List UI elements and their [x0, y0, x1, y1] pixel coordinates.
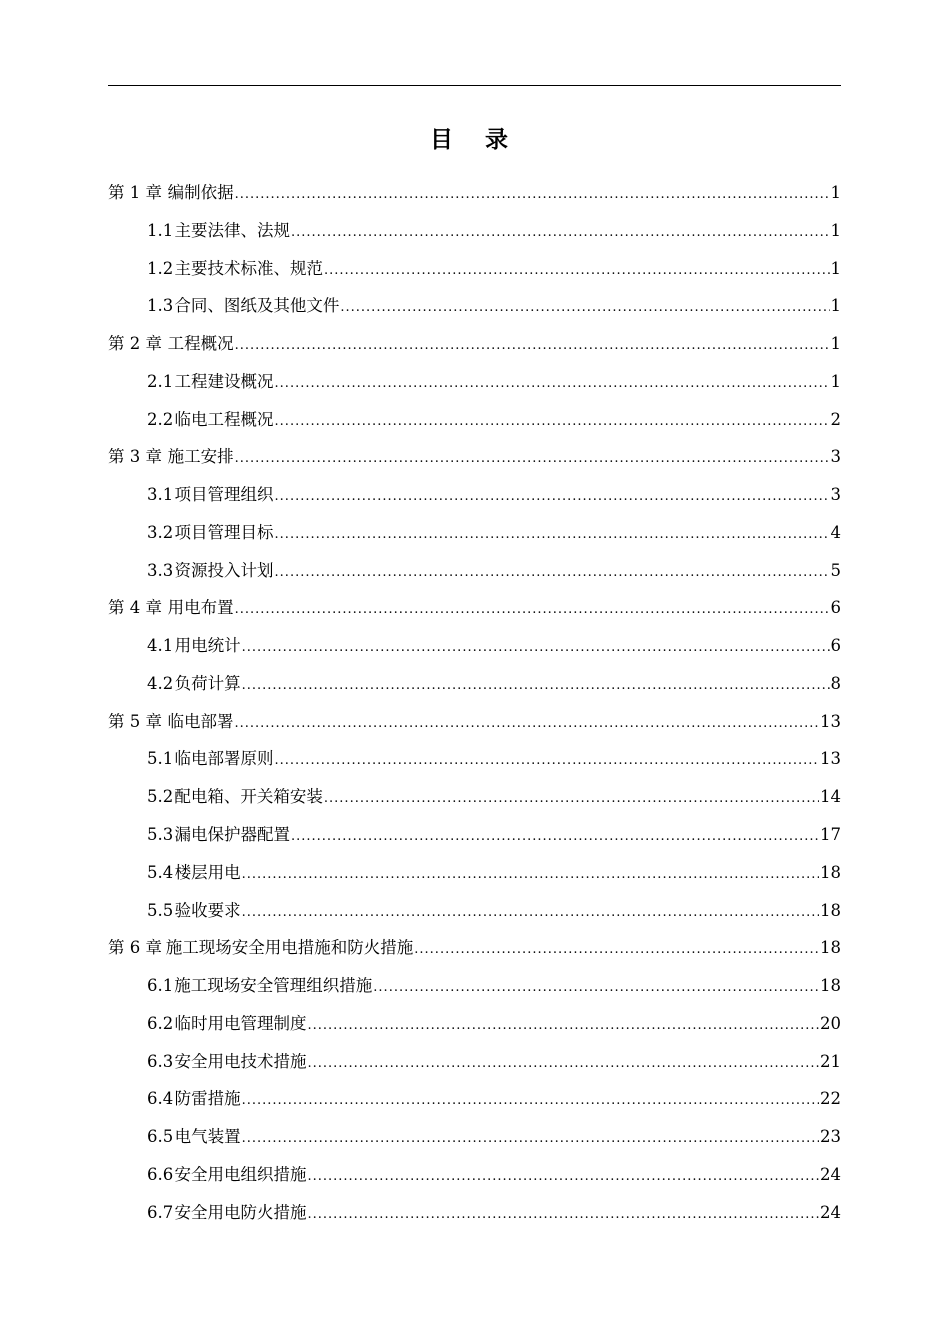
toc-entry-number: 5.1	[147, 749, 174, 769]
toc-entry-number: 3.2	[147, 522, 174, 542]
toc-entry-number: 1.2	[147, 258, 174, 278]
toc-dot-leader	[307, 1007, 819, 1045]
toc-entry-number: 6.7	[147, 1202, 174, 1222]
toc-entry-page-number: 18	[820, 862, 841, 882]
toc-entry-page-number: 23	[820, 1127, 841, 1147]
toc-section-entry[interactable]	[108, 476, 841, 514]
toc-entry-page-number: 13	[820, 711, 841, 731]
toc-entry-page-number: 17	[820, 825, 841, 845]
toc-entry-page-number: 8	[830, 673, 841, 693]
toc-entry-title: 编制依据	[167, 183, 234, 202]
toc-entry-title: 用电布置	[167, 598, 234, 618]
toc-section-entry[interactable]	[108, 816, 841, 854]
toc-dot-leader	[373, 969, 819, 1007]
toc-entry-page-number: 4	[830, 522, 841, 542]
toc-dot-leader	[275, 403, 830, 441]
toc-dot-leader	[340, 289, 829, 327]
toc-entry-page-number: 6	[830, 598, 841, 618]
toc-entry-number: 5.3	[147, 825, 174, 845]
toc-section-entry[interactable]	[108, 778, 841, 816]
toc-entry-page-number: 3	[830, 485, 841, 505]
header-rule	[108, 85, 841, 86]
toc-entry-number: 6.2	[147, 1013, 174, 1033]
toc-dot-leader	[307, 1158, 819, 1196]
toc-entry-title: 施工现场安全用电措施和防火措施	[165, 938, 414, 958]
toc-dot-leader	[307, 1196, 819, 1234]
toc-section-entry[interactable]	[108, 1043, 841, 1081]
toc-section-entry[interactable]	[108, 287, 841, 325]
toc-chapter-entry[interactable]	[108, 325, 841, 363]
toc-entry-title: 漏电保护器配置	[174, 825, 290, 845]
toc-dot-leader	[242, 1082, 819, 1120]
toc-entry-title: 安全用电防火措施	[174, 1202, 307, 1222]
toc-entry-page-number: 14	[820, 787, 841, 807]
toc-entry-number: 3.3	[147, 560, 174, 580]
toc-dot-leader	[242, 856, 819, 894]
toc-entry-page-number: 5	[830, 560, 841, 580]
toc-entry-number: 3.1	[147, 485, 174, 505]
toc-entry-number: 第 2 章	[108, 334, 162, 354]
toc-entry-page-number: 18	[820, 976, 841, 996]
toc-entry-page-number: 18	[820, 938, 841, 958]
toc-entry-title: 安全用电技术措施	[174, 1051, 307, 1071]
toc-entry-page-number: 20	[820, 1013, 841, 1033]
toc-dot-leader	[235, 327, 830, 365]
toc-entry-title: 合同、图纸及其他文件	[174, 296, 340, 316]
toc-section-entry[interactable]	[108, 514, 841, 552]
toc-entry-number: 5.5	[147, 900, 174, 920]
toc-entry-title: 安全用电组织措施	[174, 1164, 307, 1184]
toc-entry-number: 第 5 章	[108, 711, 162, 731]
toc-chapter-entry[interactable]	[108, 929, 841, 967]
toc-title: 目 录	[429, 127, 520, 153]
toc-entry-page-number: 13	[820, 749, 841, 769]
toc-chapter-entry[interactable]	[108, 589, 841, 627]
toc-entry-title: 配电箱、开关箱安装	[174, 787, 323, 807]
toc-entry-page-number: 1	[830, 371, 841, 391]
toc-chapter-entry[interactable]	[108, 438, 841, 476]
toc-dot-leader	[307, 1045, 819, 1083]
toc-entry-number: 6.3	[147, 1051, 174, 1071]
toc-entry-title: 临电部署	[167, 711, 234, 731]
toc-entry-title: 资源投入计划	[174, 560, 274, 580]
toc-entry-number: 2.2	[147, 409, 174, 429]
toc-entry-page-number: 24	[820, 1202, 841, 1222]
toc-dot-leader	[275, 478, 830, 516]
toc-dot-leader	[414, 931, 819, 969]
toc-dot-leader	[235, 591, 830, 629]
toc-section-entry[interactable]	[108, 1156, 841, 1194]
toc-dot-leader	[275, 365, 830, 403]
toc-dot-leader	[235, 440, 830, 478]
toc-entry-page-number: 21	[820, 1051, 841, 1071]
toc-entry-number: 6.6	[147, 1164, 174, 1184]
toc-section-entry[interactable]	[108, 1194, 841, 1232]
toc-entry-title: 防雷措施	[174, 1089, 241, 1109]
toc-section-entry[interactable]	[108, 250, 841, 288]
toc-entry-page-number: 24	[820, 1164, 841, 1184]
toc-dot-leader	[234, 705, 819, 743]
toc-chapter-entry[interactable]	[108, 174, 841, 212]
toc-entry-number: 4.2	[147, 673, 174, 693]
toc-entry-title: 负荷计算	[174, 673, 241, 693]
toc-section-entry[interactable]	[108, 1005, 841, 1043]
toc-dot-leader	[242, 667, 830, 705]
toc-chapter-entry[interactable]	[108, 703, 841, 741]
toc-dot-leader	[275, 516, 830, 554]
toc-entry-title: 工程建设概况	[174, 371, 274, 391]
toc-dot-leader	[275, 742, 819, 780]
toc-section-entry[interactable]	[108, 1118, 841, 1156]
toc-entry-title: 电气装置	[174, 1127, 241, 1147]
toc-dot-leader	[242, 894, 819, 932]
toc-entry-page-number: 22	[820, 1089, 841, 1109]
toc-entry-number: 6.1	[147, 976, 174, 996]
toc-entry-number: 6.4	[147, 1089, 174, 1109]
toc-entry-title: 主要技术标准、规范	[174, 258, 323, 278]
toc-entry-number: 第 3 章	[108, 447, 162, 467]
toc-entry-number: 6.5	[147, 1127, 174, 1147]
toc-entry-number: 4.1	[147, 636, 174, 656]
toc-dot-leader	[242, 1120, 819, 1158]
toc-entry-number: 第 4 章	[108, 598, 162, 618]
toc-dot-leader	[291, 214, 829, 252]
toc-section-entry[interactable]	[108, 401, 841, 439]
toc-entry-title: 施工安排	[167, 447, 234, 467]
toc-dot-leader	[235, 176, 830, 214]
toc-entry-page-number: 2	[830, 409, 841, 429]
toc-section-entry[interactable]	[108, 552, 841, 590]
toc-entry-number: 5.2	[147, 787, 174, 807]
toc-dot-leader	[324, 252, 830, 290]
toc-entry-page-number: 6	[830, 636, 841, 656]
toc-dot-leader	[291, 818, 819, 856]
toc-entry-page-number: 1	[830, 183, 841, 202]
toc-entry-page-number: 3	[830, 447, 841, 467]
toc-entry-page-number: 1	[830, 296, 841, 316]
toc-entry-page-number: 1	[830, 334, 841, 354]
toc-section-entry[interactable]	[108, 363, 841, 401]
toc-entry-title: 临电工程概况	[174, 409, 274, 429]
toc-section-entry[interactable]	[108, 665, 841, 703]
toc-entry-title: 临电部署原则	[174, 749, 274, 769]
toc-entry-title: 主要法律、法规	[174, 220, 291, 240]
toc-section-entry[interactable]	[108, 967, 841, 1005]
toc-entry-title: 工程概况	[167, 334, 234, 354]
toc-entry-page-number: 1	[830, 220, 841, 240]
toc-entry-number: 1.3	[147, 296, 174, 316]
toc-entry-page-number: 1	[830, 258, 841, 278]
toc-dot-leader	[242, 629, 830, 667]
toc-list	[108, 174, 841, 1231]
toc-entry-number: 2.1	[147, 371, 174, 391]
toc-section-entry[interactable]	[108, 1080, 841, 1118]
toc-entry-number: 5.4	[147, 862, 174, 882]
toc-entry-page-number: 18	[820, 900, 841, 920]
toc-entry-number: 第 1 章	[108, 183, 162, 202]
toc-section-entry[interactable]	[108, 627, 841, 665]
toc-dot-leader	[275, 554, 830, 592]
toc-section-entry[interactable]	[108, 740, 841, 778]
toc-entry-title: 项目管理目标	[174, 522, 274, 542]
toc-section-entry[interactable]	[108, 212, 841, 250]
toc-entry-number: 1.1	[147, 220, 174, 240]
toc-entry-title: 验收要求	[174, 900, 241, 920]
toc-entry-title: 楼层用电	[174, 862, 241, 882]
toc-entry-number: 第 6 章	[108, 938, 162, 958]
toc-entry-title: 用电统计	[174, 636, 241, 656]
toc-entry-title: 项目管理组织	[174, 485, 274, 505]
toc-section-entry[interactable]	[108, 854, 841, 892]
toc-section-entry[interactable]	[108, 892, 841, 930]
toc-entry-title: 临时用电管理制度	[174, 1013, 307, 1033]
toc-entry-title: 施工现场安全管理组织措施	[174, 976, 373, 996]
toc-dot-leader	[324, 780, 819, 818]
